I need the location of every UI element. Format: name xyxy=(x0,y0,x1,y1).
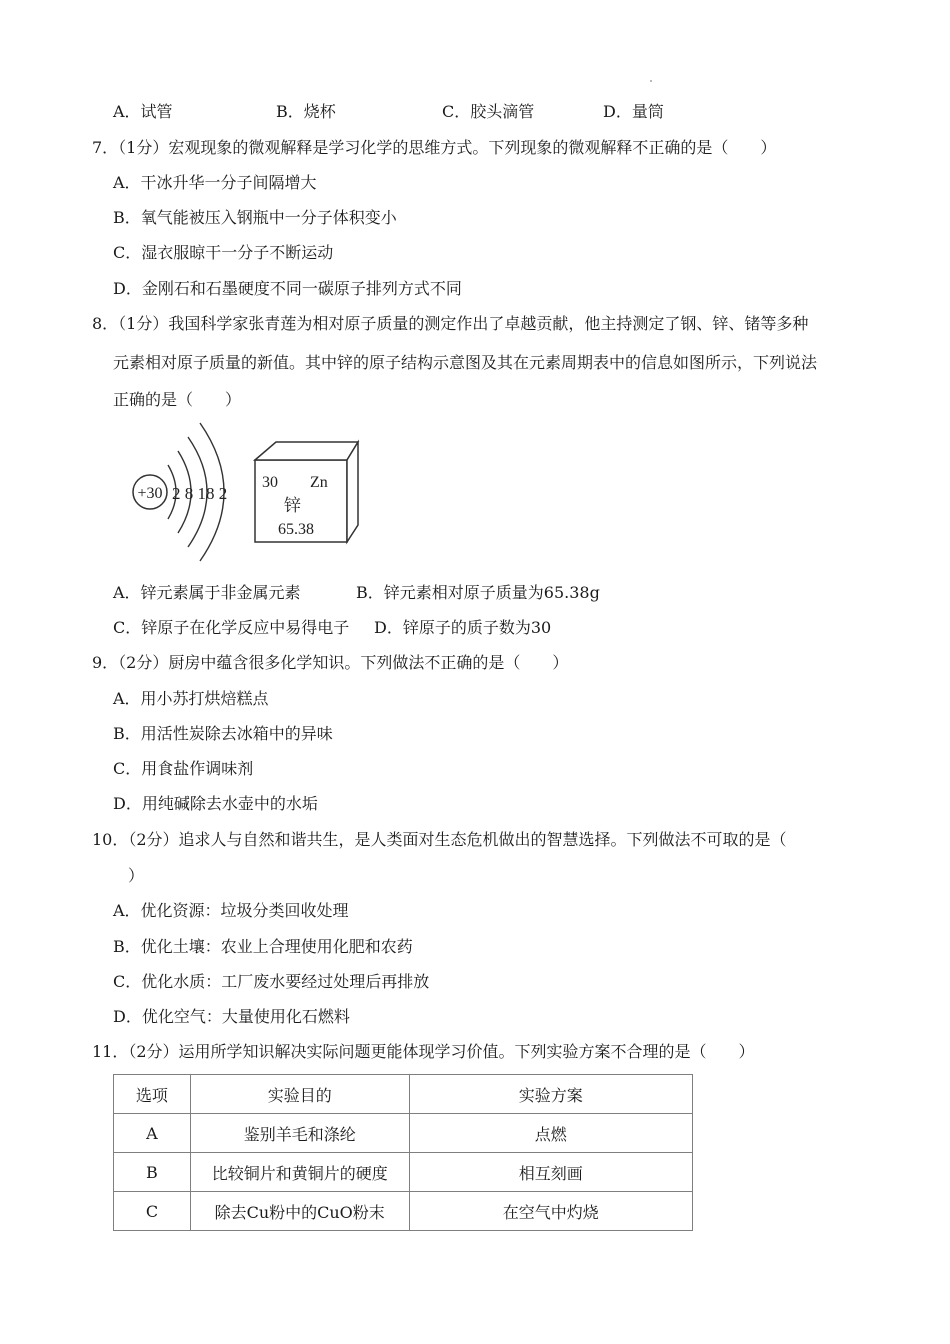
q9-option-d: D．用纯碱除去水壶中的水垢 xyxy=(113,794,318,813)
header-purpose: 实验目的 xyxy=(190,1075,409,1114)
zinc-figure xyxy=(120,415,370,565)
q7-option-d: D．金刚石和石墨硬度不同一碳原子排列方式不同 xyxy=(113,279,462,298)
q10-option-d: D．优化空气：大量使用化石燃料 xyxy=(113,1007,350,1026)
q8-option-a: A．锌元素属于非金属元素 xyxy=(113,583,301,602)
atomic-mass: 65.38 xyxy=(278,521,314,538)
q7-option-c: C．湿衣服晾干一分子不断运动 xyxy=(113,243,334,262)
q7-option-b: B．氧气能被压入钢瓶中一分子体积变小 xyxy=(113,208,397,227)
cell-option: A xyxy=(114,1114,191,1153)
header-option: 选项 xyxy=(114,1075,191,1114)
element-cell-top xyxy=(255,442,358,460)
nucleus-charge: +30 xyxy=(137,485,163,502)
q9-stem: 9．（2分）厨房中蕴含很多化学知识。下列做法不正确的是（ ） xyxy=(92,653,569,672)
table-row xyxy=(114,1114,693,1153)
q9-option-a: A．用小苏打烘焙糕点 xyxy=(113,689,269,708)
q8-stem-line-3: 正确的是（ ） xyxy=(113,390,242,409)
table-header-row xyxy=(114,1075,693,1114)
cell-purpose: 鉴别羊毛和涤纶 xyxy=(190,1114,409,1153)
q10-stem-line-1: 10．（2分）追求人与自然和谐共生，是人类面对生态危机做出的智慧选择。下列做法不可取的是（ xyxy=(92,830,787,849)
q9-option-b: B．用活性炭除去冰箱中的异味 xyxy=(113,724,333,743)
cell-plan: 相互刻画 xyxy=(409,1153,692,1192)
q8-stem-line-1: 8．（1分）我国科学家张青莲为相对原子质量的测定作出了卓越贡献，他主持测定了钢、锌、锗等多种 xyxy=(92,314,809,333)
q10-stem-line-2: ） xyxy=(128,866,145,885)
cell-purpose: 比较铜片和黄铜片的硬度 xyxy=(190,1153,409,1192)
experiment-table xyxy=(113,1074,693,1231)
element-name: 锌 xyxy=(284,496,301,516)
table-row xyxy=(114,1153,693,1192)
cell-option: B xyxy=(114,1153,191,1192)
cell-option: C xyxy=(114,1192,191,1231)
cell-purpose: 除去Cu粉中的CuO粉末 xyxy=(190,1192,409,1231)
q6-option-d: D．量筒 xyxy=(603,102,664,121)
atomic-number: 30 xyxy=(262,474,278,491)
element-cell-side xyxy=(347,442,358,542)
q8-stem-line-2: 元素相对原子质量的新值。其中锌的原子结构示意图及其在元素周期表中的信息如图所示，下列说法 xyxy=(113,353,818,372)
speck-top xyxy=(650,80,652,82)
q6-option-a: A．试管 xyxy=(113,102,173,121)
q10-option-c: C．优化水质：工厂废水要经过处理后再排放 xyxy=(113,972,430,991)
shell-counts: 2 8 18 2 xyxy=(172,484,228,503)
q6-option-b: B．烧杯 xyxy=(276,102,336,121)
q8-option-d: D．锌原子的质子数为30 xyxy=(374,618,552,637)
cell-plan: 在空气中灼烧 xyxy=(409,1192,692,1231)
q7-stem: 7．（1分）宏观现象的微观解释是学习化学的思维方式。下列现象的微观解释不正确的是（ ） xyxy=(92,138,777,157)
q8-option-b: B．锌元素相对原子质量为65.38g xyxy=(356,583,600,602)
header-plan: 实验方案 xyxy=(409,1075,692,1114)
table-row xyxy=(114,1192,693,1231)
q6-option-c: C．胶头滴管 xyxy=(442,102,535,121)
q10-option-b: B．优化土壤：农业上合理使用化肥和农药 xyxy=(113,937,413,956)
q8-option-c: C．锌原子在化学反应中易得电子 xyxy=(113,618,350,637)
element-symbol: Zn xyxy=(310,474,328,491)
q7-option-a: A．干冰升华一分子间隔增大 xyxy=(113,173,317,192)
cell-plan: 点燃 xyxy=(409,1114,692,1153)
q9-option-c: C．用食盐作调味剂 xyxy=(113,759,254,778)
q11-stem: 11．（2分）运用所学知识解决实际问题更能体现学习价值。下列实验方案不合理的是（ ） xyxy=(92,1042,755,1061)
q10-option-a: A．优化资源：垃圾分类回收处理 xyxy=(113,901,349,920)
